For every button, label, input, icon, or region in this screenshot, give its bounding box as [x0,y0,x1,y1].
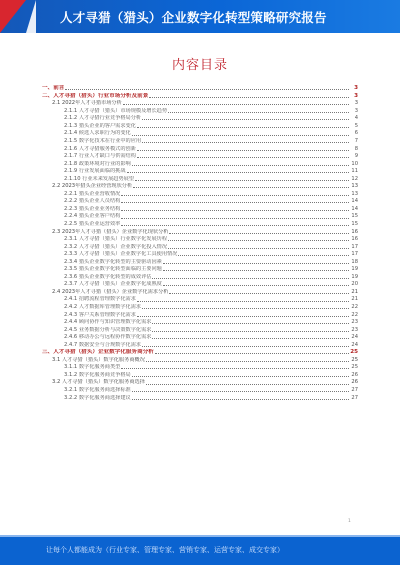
toc-entry[interactable] [42,144,358,152]
toc-entry[interactable] [42,303,358,311]
toc-entry[interactable] [42,235,358,243]
toc-entry-page: 23 [351,326,358,333]
toc-dot-leader [152,331,349,332]
toc-entry[interactable] [42,129,358,137]
toc-entry-title: 2.4 2023年人才寻猎（猎头）企业数字化需求分析 [52,288,169,295]
toc-entry[interactable] [42,84,358,92]
toc-entry[interactable] [42,190,358,198]
toc-entry-title: 2.3.6 猎头企业数字化转型的成效评估 [64,273,152,280]
toc-dot-leader [121,225,349,226]
toc-entry-page: 22 [351,311,358,318]
toc-entry[interactable] [42,242,358,250]
toc-entry-title: 2.1.2 人才寻猎行业竞争格局分析 [64,115,142,122]
toc-entry[interactable] [42,288,358,296]
toc-dot-leader [121,195,349,196]
toc-entry-title: 2.2 2023年猎头企业经营现状分析 [52,183,133,190]
toc-entry-title: 3.2.1 数字化服务商选择标准 [64,387,131,394]
toc-entry-title: 2.1.1 人才寻猎（猎头）市场规模及增长趋势 [64,107,168,114]
toc-entry-page: 13 [351,183,358,190]
toc-dot-leader [142,119,349,120]
toc-entry[interactable] [42,107,358,115]
toc-entry-page: 15 [351,220,358,227]
toc-dot-leader [121,368,349,369]
toc-entry-page: 24 [351,334,358,341]
toc-dot-leader [121,218,349,219]
toc-entry-title: 2.1.6 人才寻猎服务模式的创新 [64,145,136,152]
toc-entry-page: 25 [351,356,358,363]
toc-entry-title: 2.4.5 业务数据分析与决策数字化需求 [64,326,152,333]
toc-entry[interactable] [42,356,358,364]
toc-entry-title: 2.2.4 猎头企业客户结构 [64,213,121,220]
toc-entry[interactable] [42,220,358,228]
toc-entry-title: 2.1.3 猎头企业的客户需求变化 [64,122,136,129]
toc-entry-title: 3.1 人才寻猎（猎头）数字化服务商概况 [52,356,145,363]
toc-entry-page: 17 [351,251,358,258]
toc-entry-title: 3.2.2 数字化服务商选择建议 [64,394,131,401]
toc-dot-leader [132,376,349,377]
toc-dot-leader [121,202,349,203]
toc-dot-leader [132,391,349,392]
toc-entry[interactable] [42,378,358,386]
toc-entry-title: 2.2.5 猎头企业运营效率 [64,220,121,227]
toc-dot-leader [123,104,349,105]
toc-dot-leader [135,180,349,181]
toc-entry-page: 21 [351,296,358,303]
toc-entry-title: 2.4.1 招聘流程管理数字化需求 [64,296,136,303]
toc-entry-title: 三、人才寻猎（猎头）企业数字化服务商分析 [42,349,154,356]
toc-entry-page: 26 [351,371,358,378]
toc-entry-title: 2.4.4 顾问协作与知识管理数字化需求 [64,319,152,326]
toc-entry-page: 24 [351,341,358,348]
toc-entry[interactable] [42,137,358,145]
toc-entry[interactable] [42,114,358,122]
toc-dot-leader [152,323,349,324]
toc-entry-title: 2.1.10 行业未来发展趋势展望 [64,175,135,182]
toc-entry-page: 8 [354,145,358,152]
toc-dot-leader [152,338,349,339]
toc-dot-leader [137,150,349,151]
toc-entry-title: 2.2.3 猎头企业业务结构 [64,205,121,212]
toc-entry-title: 2.3.2 人才寻猎（猎头）企业数字化投入情况 [64,243,168,250]
toc-entry[interactable] [42,212,358,220]
toc-entry-page: 18 [351,258,358,265]
toc-entry-title: 2.1.9 行业发展面临的挑战 [64,168,126,175]
toc-dot-leader [142,308,349,309]
toc-entry[interactable] [42,159,358,167]
toc-entry-page: 9 [354,153,358,160]
toc-entry[interactable] [42,99,358,107]
toc-entry-page: 19 [351,273,358,280]
toc-dot-leader [168,248,349,249]
toc-entry-title: 3.2 人才寻猎（猎头）数字化服务商选择 [52,379,145,386]
toc-dot-leader [169,233,349,234]
toc-entry[interactable] [42,92,358,100]
toc-entry-title: 2.4.3 客户关系管理数字化需求 [64,311,136,318]
toc-entry[interactable] [42,363,358,371]
toc-entry-page: 3 [354,100,358,107]
toc-entry[interactable] [42,175,358,183]
toc-entry-page: 12 [351,175,358,182]
toc-entry-page: 11 [351,168,358,175]
toc-entry-title: 2.4.7 数据安全与合规数字化需求 [64,341,142,348]
toc-entry-page: 3 [354,107,358,114]
toc-dot-leader [163,270,349,271]
toc-entry[interactable] [42,348,358,356]
toc-entry-page: 5 [354,122,358,129]
toc-entry-page: 25 [350,349,358,356]
toc-entry-page: 16 [351,228,358,235]
toc-entry-title: 3.1.2 数字化服务商竞争格局 [64,371,131,378]
toc-dot-leader [146,361,349,362]
toc-entry-page: 23 [351,319,358,326]
toc-entry-page: 14 [351,205,358,212]
footer-slogan: 让每个人都能成为（行业专家、管理专家、营销专家、运营专家、成交专家） [46,546,284,554]
toc-entry[interactable] [42,205,358,213]
toc-entry-page: 19 [351,266,358,273]
toc-entry-page: 20 [351,281,358,288]
toc-dot-leader [155,353,349,354]
toc-dot-leader [163,263,349,264]
toc-dot-leader [152,278,349,279]
toc-entry[interactable] [42,122,358,130]
toc-entry-title: 2.3.1 人才寻猎（猎头）行业数字化发展历程 [64,236,168,243]
toc-entry-title: 2.1.5 数字化技术在行业中的应用 [64,137,142,144]
toc-entry-title: 2.1 2022年人才寻猎市场分析 [52,100,122,107]
toc-entry[interactable] [42,318,358,326]
toc-dot-leader [137,316,349,317]
toc-entry-page: 25 [351,364,358,371]
toc-entry-page: 22 [351,304,358,310]
toc-dot-leader [137,301,349,302]
toc-dot-leader [65,89,349,90]
toc-entry-page: 16 [351,236,358,243]
toc-entry[interactable] [42,280,358,288]
toc-entry-page: 26 [351,379,358,386]
report-title: 人才寻猎（猎头）企业数字化转型策略研究报告 [60,10,327,25]
header-light-accent [26,0,36,33]
toc-entry-page: 3 [354,92,358,99]
toc-entry-page: 14 [351,198,358,205]
toc-entry[interactable] [42,393,358,401]
toc-entry-title: 2.1.4 候选人求职行为的变化 [64,130,131,137]
toc-dot-leader [163,285,349,286]
toc-entry-page: 6 [354,130,358,137]
toc-dot-leader [178,255,349,256]
toc-entry-page: 7 [354,137,358,144]
toc-entry-title: 2.3.4 猎头企业数字化转型的主要驱动因素 [64,258,162,265]
toc-entry-page: 27 [351,387,358,394]
toc-entry[interactable] [42,341,358,349]
toc-entry-page: 21 [351,288,358,295]
toc-dot-leader [132,165,349,166]
toc-entry-page: 27 [351,394,358,401]
toc-dot-leader [142,346,349,347]
toc-dot-leader [168,240,349,241]
toc-entry[interactable] [42,326,358,334]
toc-dot-leader [121,210,349,211]
toc-entry[interactable] [42,371,358,379]
toc-entry-page: 15 [351,213,358,220]
toc-dot-leader [137,127,349,128]
toc-entry-title: 一、前言 [42,85,65,92]
toc-entry[interactable] [42,258,358,266]
toc-entry-title: 2.3.3 人才寻猎（猎头）企业数字化工具使用情况 [64,251,178,258]
toc-entry-page: 10 [351,160,358,167]
toc-entry[interactable] [42,265,358,273]
table-of-contents [42,84,358,401]
report-header [0,0,400,33]
toc-dot-leader [132,135,349,136]
header-red-accent [0,0,26,33]
toc-entry-title: 2.3 2023年人才寻猎（猎头）企业数字化现状分析 [52,228,169,235]
toc-dot-leader [149,97,349,98]
toc-entry-title: 二、人才寻猎（猎头）行业市场分析及前景 [42,92,149,99]
toc-heading: 内容目录 [171,58,228,73]
toc-entry-title: 2.4.2 人才数据库管理数字化需求 [64,304,142,310]
toc-entry[interactable] [42,333,358,341]
toc-dot-leader [169,293,349,294]
toc-entry-title: 2.3.7 人才寻猎（猎头）企业数字化成熟度 [64,281,162,288]
toc-entry-title: 2.2.2 猎头企业人员结构 [64,198,121,205]
toc-entry-title: 2.2.1 猎头企业营收情况 [64,190,121,197]
page-number: 1 [348,519,351,524]
toc-entry-page: 4 [354,115,358,122]
toc-entry[interactable] [42,295,358,303]
toc-dot-leader [137,157,349,158]
toc-entry-title: 2.1.8 政策环境对行业的影响 [64,160,131,167]
toc-dot-leader [168,112,349,113]
toc-entry[interactable] [42,167,358,175]
toc-dot-leader [142,142,349,143]
toc-entry-title: 2.1.7 行业人才缺口与供需结构 [64,153,136,160]
toc-entry[interactable] [42,386,358,394]
toc-dot-leader [127,172,349,173]
toc-entry[interactable] [42,197,358,205]
toc-entry-page: 17 [351,243,358,250]
toc-entry-title: 2.4.6 移动办公与远程协作数字化需求 [64,334,152,341]
toc-dot-leader [132,399,349,400]
toc-dot-leader [133,187,349,188]
toc-entry[interactable] [42,273,358,281]
toc-entry[interactable] [42,227,358,235]
toc-entry[interactable] [42,250,358,258]
toc-entry[interactable] [42,152,358,160]
toc-entry[interactable] [42,310,358,318]
toc-entry-title: 3.1.1 数字化服务商类型 [64,364,121,371]
toc-dot-leader [146,384,349,385]
toc-entry[interactable] [42,182,358,190]
toc-entry-title: 2.3.5 猎头企业数字化转型面临的主要问题 [64,266,162,273]
toc-entry-page: 13 [351,190,358,197]
toc-entry-page: 3 [354,85,358,92]
